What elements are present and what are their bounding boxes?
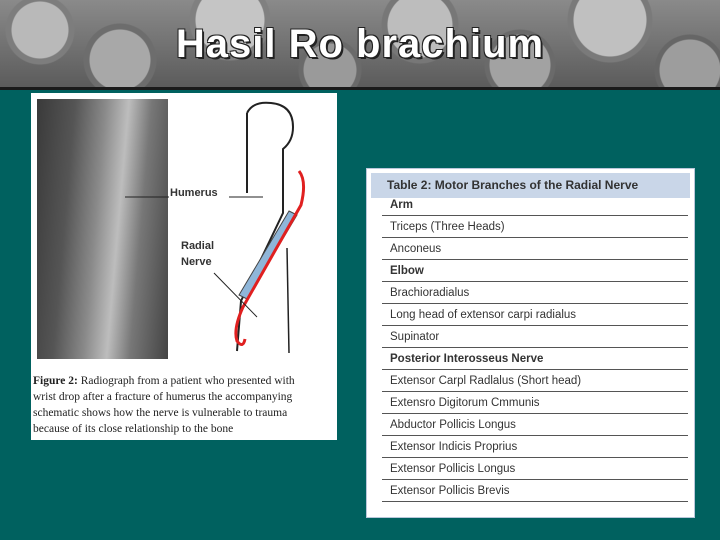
figure-caption xyxy=(33,373,333,437)
table-row: Extensor Carpl Radlalus (Short head) xyxy=(382,370,688,392)
slide-title: Hasil Ro brachium xyxy=(175,22,545,66)
caption-label: Figure 2: xyxy=(33,375,78,387)
figure-panel xyxy=(31,93,337,440)
humerus-label: Humerus xyxy=(170,187,218,199)
table-row: Extensor Pollicis Brevis xyxy=(382,480,688,502)
caption-line: Radiograph from a patient who presented with xyxy=(77,375,295,387)
humerus-schematic xyxy=(31,93,337,373)
table-row-section: Posterior Interosseus Nerve xyxy=(382,348,688,370)
caption-line: schematic shows how the nerve is vulnerable to trauma xyxy=(33,407,288,419)
radial-label: Radial xyxy=(181,240,215,252)
table-title: Table 2: Motor Branches of the Radial Nerve xyxy=(371,173,690,198)
table-row: Triceps (Three Heads) xyxy=(382,216,688,238)
header-banner xyxy=(0,0,720,90)
caption-line: because of its close relationship to the bone xyxy=(33,423,234,435)
table-row: Extensor Pollicis Longus xyxy=(382,458,688,480)
table-row-section: Elbow xyxy=(382,260,688,282)
table-row: Long head of extensor carpi radialus xyxy=(382,304,688,326)
table-row: Brachioradialus xyxy=(382,282,688,304)
table-row: Extensro Digitorum Cmmunis xyxy=(382,392,688,414)
table-row: Extensor Indicis Proprius xyxy=(382,436,688,458)
motor-branches-table xyxy=(366,168,695,518)
table-row-section: Arm xyxy=(382,194,688,216)
humerus-shaft-right xyxy=(287,248,289,353)
table-row: Abductor Pollicis Longus xyxy=(382,414,688,436)
table-row: Supinator xyxy=(382,326,688,348)
table-row: Anconeus xyxy=(382,238,688,260)
caption-line: wrist drop after a fracture of humerus the accompanying xyxy=(33,391,293,403)
nerve-label: Nerve xyxy=(181,256,212,268)
